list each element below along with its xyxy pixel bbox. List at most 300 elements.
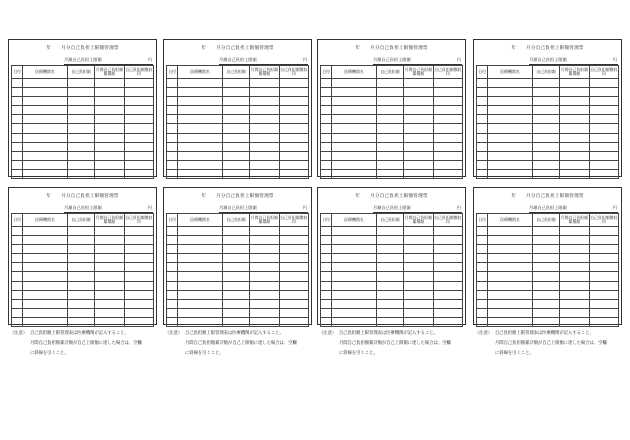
entry-cell[interactable] (250, 133, 279, 142)
entry-cell[interactable] (589, 299, 618, 308)
entry-cell[interactable] (67, 227, 94, 236)
entry-cell[interactable] (167, 79, 178, 88)
entry-cell[interactable] (488, 227, 533, 236)
entry-cell[interactable] (279, 308, 308, 317)
entry-cell[interactable] (332, 281, 377, 290)
entry-cell[interactable] (376, 160, 403, 169)
entry-cell[interactable] (178, 124, 223, 133)
entry-cell[interactable] (23, 124, 68, 133)
entry-cell[interactable] (589, 88, 618, 97)
entry-cell[interactable] (23, 115, 68, 124)
entry-cell[interactable] (167, 142, 178, 151)
entry-cell[interactable] (589, 281, 618, 290)
entry-cell[interactable] (250, 88, 279, 97)
entry-cell[interactable] (124, 169, 153, 178)
entry-cell[interactable] (222, 317, 249, 326)
entry-cell[interactable] (560, 254, 589, 263)
entry-cell[interactable] (376, 124, 403, 133)
entry-cell[interactable] (222, 106, 249, 115)
entry-cell[interactable] (178, 106, 223, 115)
entry-cell[interactable] (178, 151, 223, 160)
entry-cell[interactable] (12, 236, 23, 245)
entry-cell[interactable] (23, 299, 68, 308)
entry-cell[interactable] (222, 254, 249, 263)
entry-cell[interactable] (433, 160, 462, 169)
entry-cell[interactable] (167, 236, 178, 245)
entry-cell[interactable] (321, 97, 332, 106)
entry-cell[interactable] (12, 299, 23, 308)
entry-cell[interactable] (332, 151, 377, 160)
entry-cell[interactable] (321, 151, 332, 160)
entry-cell[interactable] (332, 299, 377, 308)
entry-cell[interactable] (250, 308, 279, 317)
entry-cell[interactable] (167, 115, 178, 124)
entry-cell[interactable] (404, 160, 433, 169)
entry-cell[interactable] (279, 79, 308, 88)
entry-cell[interactable] (67, 142, 94, 151)
entry-cell[interactable] (560, 97, 589, 106)
entry-cell[interactable] (560, 227, 589, 236)
entry-cell[interactable] (250, 236, 279, 245)
entry-cell[interactable] (23, 133, 68, 142)
entry-cell[interactable] (250, 299, 279, 308)
entry-cell[interactable] (532, 115, 559, 124)
entry-cell[interactable] (433, 299, 462, 308)
entry-cell[interactable] (560, 281, 589, 290)
entry-cell[interactable] (404, 88, 433, 97)
entry-cell[interactable] (124, 245, 153, 254)
entry-cell[interactable] (167, 124, 178, 133)
entry-cell[interactable] (279, 88, 308, 97)
entry-cell[interactable] (222, 160, 249, 169)
entry-cell[interactable] (404, 106, 433, 115)
entry-cell[interactable] (279, 169, 308, 178)
entry-cell[interactable] (404, 151, 433, 160)
entry-cell[interactable] (279, 97, 308, 106)
entry-cell[interactable] (560, 290, 589, 299)
entry-cell[interactable] (250, 263, 279, 272)
entry-cell[interactable] (589, 245, 618, 254)
entry-cell[interactable] (433, 97, 462, 106)
entry-cell[interactable] (95, 106, 124, 115)
entry-cell[interactable] (12, 97, 23, 106)
entry-cell[interactable] (178, 317, 223, 326)
entry-cell[interactable] (23, 317, 68, 326)
entry-cell[interactable] (167, 245, 178, 254)
entry-cell[interactable] (376, 115, 403, 124)
entry-cell[interactable] (532, 245, 559, 254)
entry-cell[interactable] (167, 254, 178, 263)
entry-cell[interactable] (167, 169, 178, 178)
entry-cell[interactable] (488, 160, 533, 169)
entry-cell[interactable] (433, 236, 462, 245)
entry-cell[interactable] (12, 115, 23, 124)
entry-cell[interactable] (589, 227, 618, 236)
entry-cell[interactable] (250, 290, 279, 299)
entry-cell[interactable] (532, 254, 559, 263)
entry-cell[interactable] (532, 227, 559, 236)
entry-cell[interactable] (178, 115, 223, 124)
entry-cell[interactable] (560, 263, 589, 272)
entry-cell[interactable] (167, 263, 178, 272)
entry-cell[interactable] (222, 88, 249, 97)
entry-cell[interactable] (433, 133, 462, 142)
entry-cell[interactable] (376, 227, 403, 236)
entry-cell[interactable] (477, 133, 488, 142)
entry-cell[interactable] (23, 169, 68, 178)
entry-cell[interactable] (250, 115, 279, 124)
entry-cell[interactable] (332, 97, 377, 106)
entry-cell[interactable] (167, 272, 178, 281)
entry-cell[interactable] (321, 281, 332, 290)
entry-cell[interactable] (321, 317, 332, 326)
entry-cell[interactable] (167, 308, 178, 317)
entry-cell[interactable] (332, 79, 377, 88)
entry-cell[interactable] (433, 281, 462, 290)
entry-cell[interactable] (250, 106, 279, 115)
entry-cell[interactable] (124, 88, 153, 97)
entry-cell[interactable] (532, 106, 559, 115)
entry-cell[interactable] (95, 160, 124, 169)
entry-cell[interactable] (95, 290, 124, 299)
entry-cell[interactable] (532, 272, 559, 281)
entry-cell[interactable] (178, 272, 223, 281)
entry-cell[interactable] (23, 97, 68, 106)
entry-cell[interactable] (376, 254, 403, 263)
entry-cell[interactable] (12, 317, 23, 326)
entry-cell[interactable] (178, 308, 223, 317)
entry-cell[interactable] (376, 317, 403, 326)
entry-cell[interactable] (589, 151, 618, 160)
entry-cell[interactable] (279, 236, 308, 245)
entry-cell[interactable] (589, 115, 618, 124)
entry-cell[interactable] (124, 151, 153, 160)
entry-cell[interactable] (12, 290, 23, 299)
entry-cell[interactable] (477, 106, 488, 115)
entry-cell[interactable] (488, 281, 533, 290)
entry-cell[interactable] (488, 299, 533, 308)
entry-cell[interactable] (124, 160, 153, 169)
entry-cell[interactable] (433, 317, 462, 326)
entry-cell[interactable] (222, 79, 249, 88)
entry-cell[interactable] (376, 88, 403, 97)
entry-cell[interactable] (404, 79, 433, 88)
entry-cell[interactable] (560, 169, 589, 178)
entry-cell[interactable] (477, 160, 488, 169)
entry-cell[interactable] (12, 254, 23, 263)
entry-cell[interactable] (178, 299, 223, 308)
entry-cell[interactable] (560, 245, 589, 254)
entry-cell[interactable] (532, 290, 559, 299)
entry-cell[interactable] (433, 106, 462, 115)
entry-cell[interactable] (178, 254, 223, 263)
entry-cell[interactable] (332, 115, 377, 124)
entry-cell[interactable] (67, 272, 94, 281)
entry-cell[interactable] (279, 290, 308, 299)
entry-cell[interactable] (167, 88, 178, 97)
entry-cell[interactable] (167, 151, 178, 160)
entry-cell[interactable] (95, 97, 124, 106)
entry-cell[interactable] (376, 299, 403, 308)
entry-cell[interactable] (178, 160, 223, 169)
entry-cell[interactable] (488, 236, 533, 245)
entry-cell[interactable] (124, 227, 153, 236)
entry-cell[interactable] (23, 160, 68, 169)
entry-cell[interactable] (589, 142, 618, 151)
entry-cell[interactable] (404, 281, 433, 290)
entry-cell[interactable] (404, 169, 433, 178)
entry-cell[interactable] (532, 151, 559, 160)
entry-cell[interactable] (321, 290, 332, 299)
entry-cell[interactable] (532, 79, 559, 88)
entry-cell[interactable] (67, 281, 94, 290)
entry-cell[interactable] (222, 169, 249, 178)
monthly-limit-field[interactable] (529, 205, 618, 213)
entry-cell[interactable] (124, 115, 153, 124)
entry-cell[interactable] (95, 79, 124, 88)
entry-cell[interactable] (488, 106, 533, 115)
entry-cell[interactable] (250, 79, 279, 88)
entry-cell[interactable] (589, 272, 618, 281)
entry-cell[interactable] (332, 308, 377, 317)
entry-cell[interactable] (250, 227, 279, 236)
entry-cell[interactable] (589, 290, 618, 299)
entry-cell[interactable] (23, 142, 68, 151)
entry-cell[interactable] (532, 299, 559, 308)
entry-cell[interactable] (321, 79, 332, 88)
entry-cell[interactable] (67, 88, 94, 97)
entry-cell[interactable] (404, 272, 433, 281)
entry-cell[interactable] (67, 151, 94, 160)
entry-cell[interactable] (433, 88, 462, 97)
entry-cell[interactable] (376, 290, 403, 299)
entry-cell[interactable] (95, 169, 124, 178)
entry-cell[interactable] (589, 106, 618, 115)
entry-cell[interactable] (433, 245, 462, 254)
entry-cell[interactable] (321, 236, 332, 245)
entry-cell[interactable] (222, 308, 249, 317)
entry-cell[interactable] (250, 169, 279, 178)
entry-cell[interactable] (250, 254, 279, 263)
entry-cell[interactable] (433, 254, 462, 263)
entry-cell[interactable] (589, 124, 618, 133)
entry-cell[interactable] (67, 254, 94, 263)
entry-cell[interactable] (376, 97, 403, 106)
entry-cell[interactable] (532, 160, 559, 169)
entry-cell[interactable] (23, 290, 68, 299)
entry-cell[interactable] (560, 272, 589, 281)
entry-cell[interactable] (95, 272, 124, 281)
entry-cell[interactable] (488, 97, 533, 106)
entry-cell[interactable] (404, 317, 433, 326)
entry-cell[interactable] (279, 106, 308, 115)
entry-cell[interactable] (532, 263, 559, 272)
entry-cell[interactable] (23, 88, 68, 97)
entry-cell[interactable] (12, 263, 23, 272)
entry-cell[interactable] (477, 88, 488, 97)
entry-cell[interactable] (532, 124, 559, 133)
entry-cell[interactable] (12, 151, 23, 160)
entry-cell[interactable] (488, 290, 533, 299)
entry-cell[interactable] (477, 142, 488, 151)
entry-cell[interactable] (433, 308, 462, 317)
entry-cell[interactable] (404, 124, 433, 133)
entry-cell[interactable] (560, 236, 589, 245)
entry-cell[interactable] (560, 88, 589, 97)
entry-cell[interactable] (477, 254, 488, 263)
entry-cell[interactable] (321, 227, 332, 236)
entry-cell[interactable] (433, 142, 462, 151)
entry-cell[interactable] (404, 299, 433, 308)
entry-cell[interactable] (404, 142, 433, 151)
entry-cell[interactable] (477, 151, 488, 160)
entry-cell[interactable] (332, 106, 377, 115)
entry-cell[interactable] (12, 227, 23, 236)
entry-cell[interactable] (279, 245, 308, 254)
entry-cell[interactable] (589, 236, 618, 245)
entry-cell[interactable] (95, 308, 124, 317)
entry-cell[interactable] (178, 263, 223, 272)
entry-cell[interactable] (95, 281, 124, 290)
entry-cell[interactable] (12, 106, 23, 115)
entry-cell[interactable] (178, 290, 223, 299)
entry-cell[interactable] (376, 142, 403, 151)
entry-cell[interactable] (433, 290, 462, 299)
entry-cell[interactable] (321, 272, 332, 281)
entry-cell[interactable] (560, 133, 589, 142)
entry-cell[interactable] (67, 133, 94, 142)
entry-cell[interactable] (124, 124, 153, 133)
entry-cell[interactable] (376, 79, 403, 88)
entry-cell[interactable] (477, 124, 488, 133)
entry-cell[interactable] (178, 97, 223, 106)
entry-cell[interactable] (124, 79, 153, 88)
entry-cell[interactable] (433, 272, 462, 281)
entry-cell[interactable] (124, 290, 153, 299)
entry-cell[interactable] (488, 88, 533, 97)
entry-cell[interactable] (332, 245, 377, 254)
entry-cell[interactable] (560, 142, 589, 151)
entry-cell[interactable] (560, 115, 589, 124)
entry-cell[interactable] (222, 227, 249, 236)
entry-cell[interactable] (67, 299, 94, 308)
entry-cell[interactable] (321, 133, 332, 142)
entry-cell[interactable] (250, 272, 279, 281)
entry-cell[interactable] (167, 281, 178, 290)
entry-cell[interactable] (279, 263, 308, 272)
entry-cell[interactable] (23, 79, 68, 88)
entry-cell[interactable] (488, 263, 533, 272)
entry-cell[interactable] (376, 281, 403, 290)
entry-cell[interactable] (332, 142, 377, 151)
entry-cell[interactable] (477, 236, 488, 245)
entry-cell[interactable] (321, 115, 332, 124)
entry-cell[interactable] (589, 263, 618, 272)
entry-cell[interactable] (12, 281, 23, 290)
entry-cell[interactable] (95, 236, 124, 245)
entry-cell[interactable] (279, 272, 308, 281)
entry-cell[interactable] (279, 133, 308, 142)
monthly-limit-field[interactable] (219, 205, 308, 213)
entry-cell[interactable] (124, 299, 153, 308)
entry-cell[interactable] (532, 142, 559, 151)
entry-cell[interactable] (477, 317, 488, 326)
entry-cell[interactable] (67, 236, 94, 245)
entry-cell[interactable] (124, 263, 153, 272)
entry-cell[interactable] (477, 272, 488, 281)
entry-cell[interactable] (178, 281, 223, 290)
entry-cell[interactable] (23, 272, 68, 281)
entry-cell[interactable] (560, 317, 589, 326)
entry-cell[interactable] (376, 272, 403, 281)
entry-cell[interactable] (332, 254, 377, 263)
entry-cell[interactable] (95, 263, 124, 272)
entry-cell[interactable] (477, 97, 488, 106)
entry-cell[interactable] (404, 227, 433, 236)
entry-cell[interactable] (222, 115, 249, 124)
entry-cell[interactable] (178, 236, 223, 245)
monthly-limit-field[interactable] (64, 57, 153, 65)
entry-cell[interactable] (250, 124, 279, 133)
entry-cell[interactable] (477, 290, 488, 299)
entry-cell[interactable] (488, 79, 533, 88)
entry-cell[interactable] (376, 263, 403, 272)
entry-cell[interactable] (532, 133, 559, 142)
entry-cell[interactable] (589, 254, 618, 263)
entry-cell[interactable] (404, 308, 433, 317)
entry-cell[interactable] (332, 227, 377, 236)
entry-cell[interactable] (589, 79, 618, 88)
entry-cell[interactable] (488, 308, 533, 317)
entry-cell[interactable] (332, 317, 377, 326)
entry-cell[interactable] (279, 124, 308, 133)
entry-cell[interactable] (67, 79, 94, 88)
entry-cell[interactable] (560, 124, 589, 133)
entry-cell[interactable] (332, 263, 377, 272)
entry-cell[interactable] (222, 151, 249, 160)
entry-cell[interactable] (95, 317, 124, 326)
entry-cell[interactable] (477, 79, 488, 88)
entry-cell[interactable] (12, 88, 23, 97)
entry-cell[interactable] (589, 133, 618, 142)
entry-cell[interactable] (222, 124, 249, 133)
entry-cell[interactable] (23, 236, 68, 245)
entry-cell[interactable] (488, 272, 533, 281)
entry-cell[interactable] (321, 308, 332, 317)
entry-cell[interactable] (279, 254, 308, 263)
entry-cell[interactable] (250, 151, 279, 160)
entry-cell[interactable] (12, 142, 23, 151)
entry-cell[interactable] (67, 115, 94, 124)
entry-cell[interactable] (332, 133, 377, 142)
entry-cell[interactable] (404, 290, 433, 299)
entry-cell[interactable] (95, 142, 124, 151)
entry-cell[interactable] (560, 151, 589, 160)
entry-cell[interactable] (67, 263, 94, 272)
entry-cell[interactable] (477, 245, 488, 254)
entry-cell[interactable] (167, 227, 178, 236)
entry-cell[interactable] (67, 124, 94, 133)
entry-cell[interactable] (488, 151, 533, 160)
entry-cell[interactable] (23, 308, 68, 317)
entry-cell[interactable] (95, 88, 124, 97)
entry-cell[interactable] (178, 88, 223, 97)
monthly-limit-field[interactable] (529, 57, 618, 65)
entry-cell[interactable] (560, 308, 589, 317)
entry-cell[interactable] (433, 169, 462, 178)
entry-cell[interactable] (488, 254, 533, 263)
monthly-limit-field[interactable] (64, 205, 153, 213)
